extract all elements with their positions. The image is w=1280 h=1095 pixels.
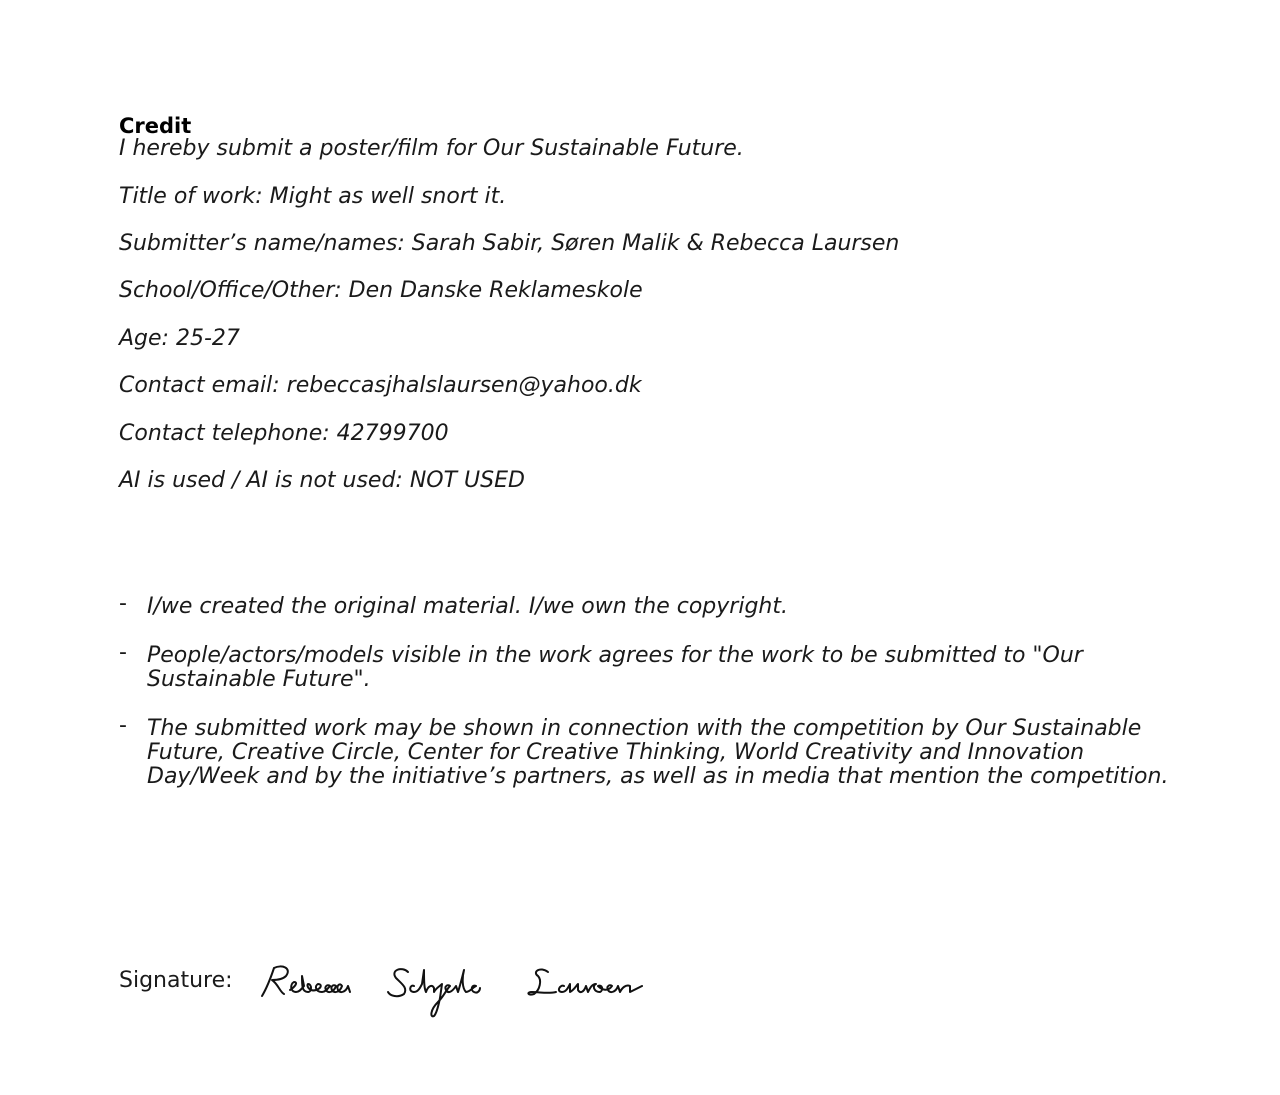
field-ai-usage: AI is used / AI is not used: NOT USED xyxy=(119,468,525,493)
bullet-dash: - xyxy=(119,640,127,665)
declaration-item xyxy=(119,713,1169,789)
field-title-of-work: Title of work: Might as well snort it. xyxy=(119,184,507,209)
signature-label: Signature: xyxy=(119,968,233,993)
declaration-item xyxy=(119,640,1169,692)
bullet-dash: - xyxy=(119,713,127,738)
field-contact-telephone: Contact telephone: 42799700 xyxy=(119,421,449,446)
field-contact-email: Contact email: rebeccasjhalslaursen@yahoo.dk xyxy=(119,373,642,398)
handwritten-signature xyxy=(258,956,678,1022)
declaration-text: The submitted work may be shown in connection with the competition by Our Sustainable Future, Creative Circle, Center for Creative Thinking, World Creativity and Innovation Day/Week and by the initiative’s partners, as well as in media that mention the competition. xyxy=(147,716,1169,789)
intro-statement: I hereby submit a poster/film for Our Sustainable Future. xyxy=(119,136,744,161)
field-submitter-names: Submitter’s name/names: Sarah Sabir, Søren Malik & Rebecca Laursen xyxy=(119,231,900,256)
declaration-text: People/actors/models visible in the work agrees for the work to be submitted to "Our Sustainable Future". xyxy=(147,643,1083,692)
declaration-item xyxy=(119,591,1169,619)
field-age: Age: 25-27 xyxy=(119,326,240,351)
bullet-dash: - xyxy=(119,591,127,616)
field-school-office: School/Office/Other: Den Danske Reklameskole xyxy=(119,278,643,303)
declaration-text: I/we created the original material. I/we own the copyright. xyxy=(147,594,788,619)
credit-heading: Credit xyxy=(119,114,192,138)
